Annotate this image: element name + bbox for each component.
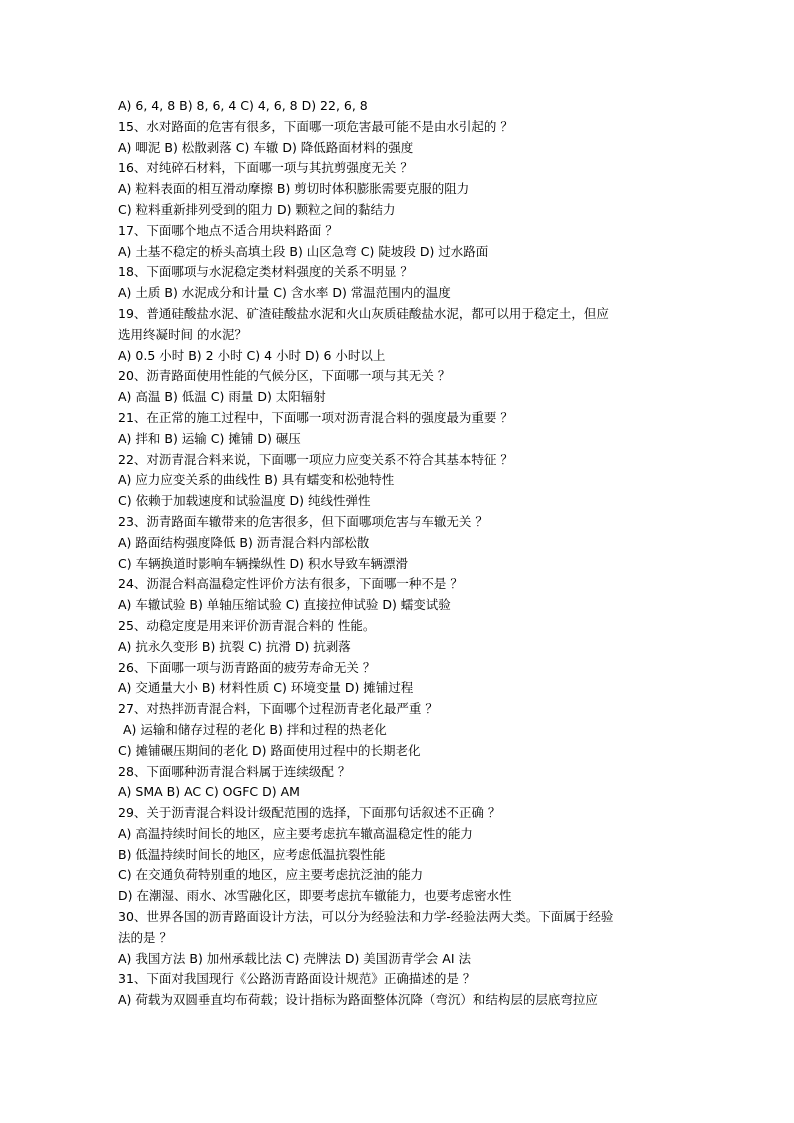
options-26: A) 交通量大小 B) 材料性质 C) 环境变量 D) 摊铺过程	[118, 680, 414, 696]
question-23: 23、沥青路面车辙带来的危害很多，但下面哪项危害与车辙无关 ？	[118, 513, 488, 529]
question-28: 28、下面哪种沥青混合料属于连续级配 ？	[118, 763, 351, 779]
option-31-a: A) 荷载为双圆垂直均布荷载；设计指标为路面整体沉降（弯沉）和结构层的层底弯拉应	[118, 992, 598, 1008]
option-29-d: D) 在潮湿、雨水、冰雪融化区，即要考虑抗车辙能力，也要考虑密水性	[118, 888, 512, 904]
options-22-ab: A) 应力应变关系的曲线性 B) 具有蠕变和松弛特性	[118, 472, 395, 488]
question-27: 27、对热拌沥青混合料，下面哪个过程沥青老化最严重 ？	[118, 701, 438, 717]
question-18: 18、下面哪项与水泥稳定类材料强度的关系不明显 ？	[118, 264, 413, 280]
question-21: 21、在正常的施工过程中，下面哪一项对沥青混合料的强度最为重要 ？	[118, 409, 513, 425]
options-27-cd: C) 摊铺碾压期间的老化 D) 路面使用过程中的长期老化	[118, 742, 421, 758]
options-23-ab: A) 路面结构强度降低 B) 沥青混合料内部松散	[118, 534, 370, 550]
question-16: 16、对纯碎石材料，下面哪一项与其抗剪强度无关 ？	[118, 160, 413, 176]
question-19-cont: 选用终凝时间 的水泥？	[118, 326, 247, 342]
question-19: 19、普通硅酸盐水泥、矿渣硅酸盐水泥和火山灰质硅酸盐水泥，都可以用于稳定土，但应	[118, 305, 609, 321]
question-30-cont: 法的是 ？	[118, 929, 172, 945]
question-15: 15、水对路面的危害有很多，下面哪一项危害最可能不是由水引起的 ？	[118, 118, 513, 134]
options-19: A) 0.5 小时 B) 2 小时 C) 4 小时 D) 6 小时以上	[118, 347, 386, 363]
question-25: 25、动稳定度是用来评价沥青混合料的 性能。	[118, 617, 376, 633]
question-list	[118, 96, 678, 1011]
question-24: 24、沥混合料高温稳定性评价方法有很多，下面哪一种不是 ？	[118, 576, 463, 592]
question-26: 26、下面哪一项与沥青路面的疲劳寿命无关 ？	[118, 659, 376, 675]
options-17: A) 土基不稳定的桥头高填土段 B) 山区急弯 C) 陡坡段 D) 过水路面	[118, 243, 489, 259]
options-18: A) 土质 B) 水泥成分和计量 C) 含水率 D) 常温范围内的温度	[118, 285, 451, 301]
options-25: A) 抗永久变形 B) 抗裂 C) 抗滑 D) 抗剥落	[118, 638, 351, 654]
options-22-cd: C) 依赖于加载速度和试验温度 D) 纯线性弹性	[118, 493, 371, 509]
options-21: A) 拌和 B) 运输 C) 摊铺 D) 碾压	[118, 430, 301, 446]
question-31: 31、下面对我国现行《公路沥青路面设计规范》正确描述的是 ？	[118, 971, 476, 987]
question-29: 29、关于沥青混合料设计级配范围的选择，下面那句话叙述不正确 ？	[118, 805, 501, 821]
option-29-b: B) 低温持续时间长的地区，应考虑低温抗裂性能	[118, 846, 386, 862]
question-30: 30、世界各国的沥青路面设计方法，可以分为经验法和力学-经验法两大类。下面属于经验	[118, 909, 614, 925]
question-17: 17、下面哪个地点不适合用块料路面 ？	[118, 222, 338, 238]
options-23-cd: C) 车辆换道时影响车辆操纵性 D) 积水导致车辆漂滑	[118, 555, 409, 571]
options-30: A) 我国方法 B) 加州承载比法 C) 壳牌法 D) 美国沥青学会 AI 法	[118, 950, 471, 966]
options-20: A) 高温 B) 低温 C) 雨量 D) 太阳辐射	[118, 389, 326, 405]
option-29-c: C) 在交通负荷特别重的地区，应主要考虑抗泛油的能力	[118, 867, 424, 883]
options-28: A) SMA B) AC C) OGFC D) AM	[118, 784, 300, 800]
options-15: A) 唧泥 B) 松散剥落 C) 车辙 D) 降低路面材料的强度	[118, 139, 414, 155]
options-24: A) 车辙试验 B) 单轴压缩试验 C) 直接拉伸试验 D) 蠕变试验	[118, 597, 451, 613]
options-16-ab: A) 粒料表面的相互滑动摩擦 B) 剪切时体积膨胀需要克服的阻力	[118, 181, 470, 197]
question-20: 20、沥青路面使用性能的气候分区，下面哪一项与其无关 ？	[118, 368, 451, 384]
options-27-ab: A) 运输和储存过程的老化 B) 拌和过程的热老化	[123, 721, 387, 737]
question-22: 22、对沥青混合料来说，下面哪一项应力应变关系不符合其基本特征 ？	[118, 451, 513, 467]
option-29-a: A) 高温持续时间长的地区，应主要考虑抗车辙高温稳定性的能力	[118, 825, 473, 841]
text-line: A) 6, 4, 8 B) 8, 6, 4 C) 4, 6, 8 D) 22, 6, 8	[118, 98, 368, 113]
options-16-cd: C) 粒料重新排列受到的阻力 D) 颗粒之间的黏结力	[118, 201, 396, 217]
